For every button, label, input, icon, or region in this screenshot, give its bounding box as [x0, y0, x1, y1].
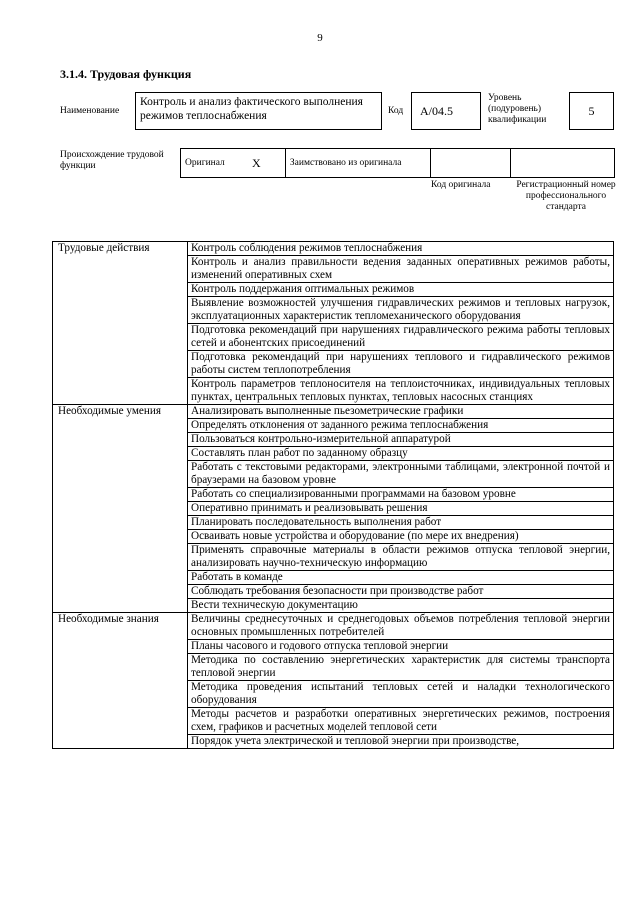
table-item: Методы расчетов и разработки оперативных энергетических режимов, построения схем, графиков и расчетных моделей тепловой сети [188, 708, 614, 735]
origin-label: Происхождение трудовой функции [60, 150, 164, 171]
table-item: Составлять план работ по заданному образцу [188, 447, 614, 461]
function-code-box: А/04.5 [411, 92, 481, 130]
reg-number-cell [510, 149, 614, 178]
code-original-cell [430, 149, 510, 178]
table-item: Анализировать выполненные пьезометрические графики [188, 405, 614, 419]
original-mark: X [248, 149, 285, 178]
qualification-level-box: 5 [569, 92, 614, 130]
table-item: Планы часового и годового отпуска тепловой энергии [188, 640, 614, 654]
table-item: Подготовка рекомендаций при нарушениях теплового и гидравлического режимов работы систем теплопотребления [188, 351, 614, 378]
table-item: Оперативно принимать и реализовывать решения [188, 502, 614, 516]
table-row [53, 613, 614, 640]
table-item: Величины среднесуточных и среднегодовых объемов потребления тепловой энергии основных промышленных потребителей [188, 613, 614, 640]
table-item: Осваивать новые устройства и оборудование (по мере их внедрения) [188, 530, 614, 544]
table-item: Вести техническую документацию [188, 599, 614, 613]
table-row [53, 242, 614, 256]
origin-table [180, 148, 615, 178]
name-label: Наименование [60, 106, 120, 116]
section-title-cell: Необходимые знания [53, 613, 188, 749]
section-title-cell: Необходимые умения [53, 405, 188, 613]
table-row [53, 405, 614, 419]
reg-number-caption: Регистрационный номер профессионального стандарта [516, 180, 616, 212]
table-item: Работать со специализированными программами на базовом уровне [188, 488, 614, 502]
level-label: Уровень (подуровень) квалификации [488, 93, 547, 125]
table-item: Контроль параметров теплоносителя на теплоисточниках, индивидуальных тепловых пунктах, центральных тепловых пунктах, тепловых насосных станциях [188, 378, 614, 405]
table-item: Пользоваться контрольно-измерительной аппаратурой [188, 433, 614, 447]
table-item: Выявление возможностей улучшения гидравлических режимов и тепловых нагрузок, эксплуатационных характеристик тепломеханического оборудования [188, 297, 614, 324]
borrowed-label: Заимствовано из оригинала [285, 149, 430, 178]
table-item: Контроль соблюдения режимов теплоснабжения [188, 242, 614, 256]
table-item: Планировать последовательность выполнения работ [188, 516, 614, 530]
table-item: Контроль и анализ правильности ведения заданных оперативных режимов работы, изменений оперативных схем [188, 256, 614, 283]
table-item: Подготовка рекомендаций при нарушениях гидравлического режима работы тепловых сетей и абонентских присоединений [188, 324, 614, 351]
page-number: 9 [317, 32, 323, 44]
code-original-caption: Код оригинала [431, 180, 491, 190]
function-name-box: Контроль и анализ фактического выполнения режимов теплоснабжения [135, 92, 382, 130]
original-label: Оригинал [181, 149, 248, 178]
table-item: Методика по составлению энергетических характеристик для системы транспорта тепловой энергии [188, 654, 614, 681]
table-item: Определять отклонения от заданного режима теплоснабжения [188, 419, 614, 433]
table-item: Контроль поддержания оптимальных режимов [188, 283, 614, 297]
table-item: Методика проведения испытаний тепловых сетей и наладки технологического оборудования [188, 681, 614, 708]
function-details-table [52, 241, 614, 749]
table-item: Работать в команде [188, 571, 614, 585]
section-title: 3.1.4. Трудовая функция [60, 67, 192, 81]
code-label: Код [388, 106, 404, 116]
table-item: Порядок учета электрической и тепловой энергии при производстве, [188, 735, 614, 749]
section-title-cell: Трудовые действия [53, 242, 188, 405]
table-item: Соблюдать требования безопасности при производстве работ [188, 585, 614, 599]
table-item: Применять справочные материалы в области режимов отпуска тепловой энергии, анализировать научно-техническую информацию [188, 544, 614, 571]
table-item: Работать с текстовыми редакторами, электронными таблицами, электронной почтой и браузерами на базовом уровне [188, 461, 614, 488]
